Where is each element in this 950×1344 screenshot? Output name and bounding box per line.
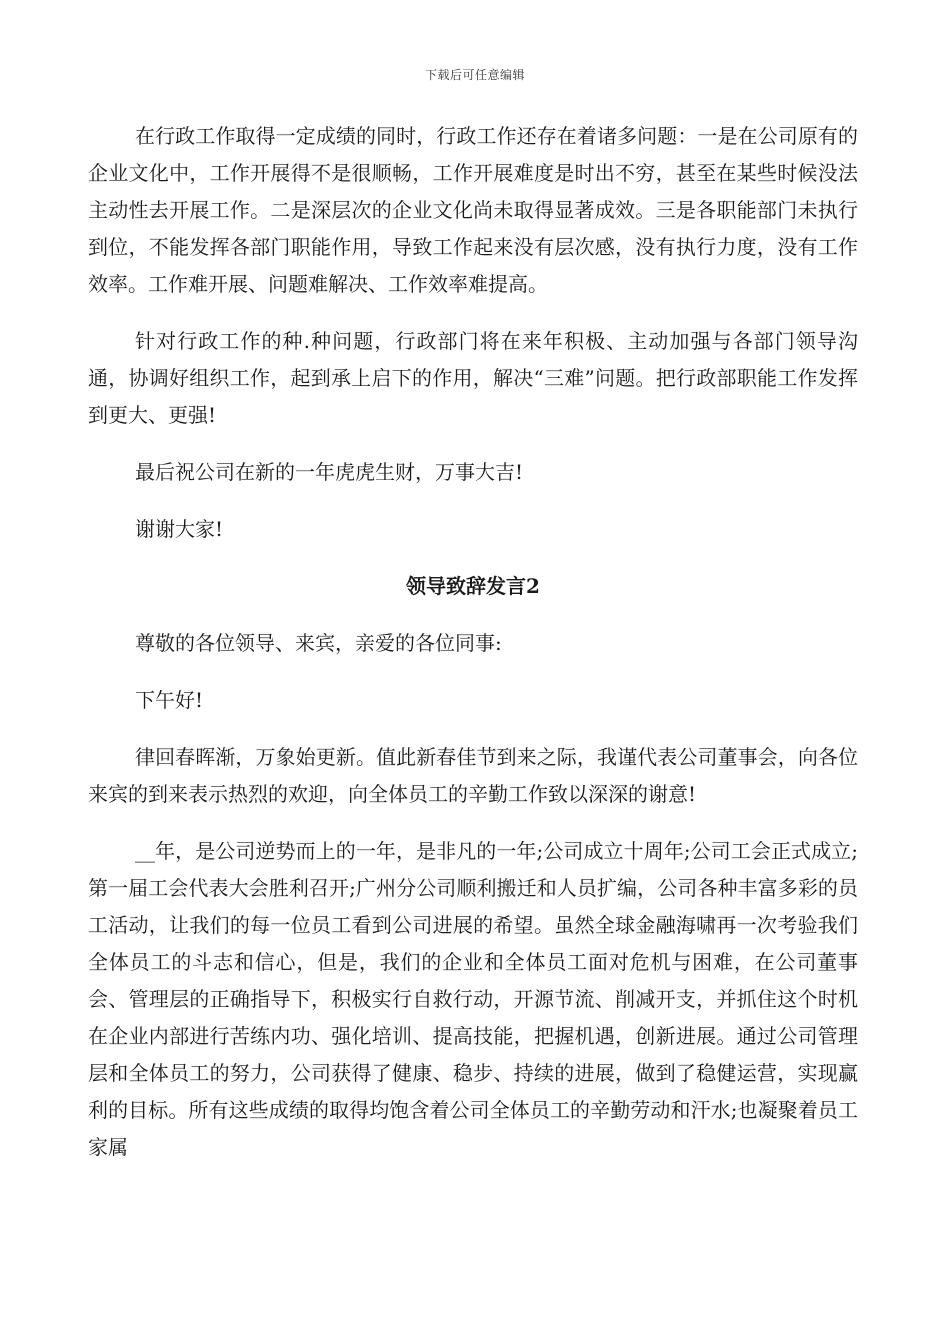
- paragraph-wishes: 最后祝公司在新的一年虎虎生财，万事大吉!: [135, 460, 524, 484]
- paragraph-new-year: 律回春晖渐，万象始更新。值此新春佳节到来之际，我谨代表公司董事会，向各位来宾的到来表示热烈的欢迎，向全体员工的辛勤工作致以深深的谢意!: [88, 745, 858, 806]
- paragraph-year-review: __年，是公司逆势而上的一年，是非凡的一年;公司成立十周年;公司工会正式成立;第一届工会代表大会胜利召开;广州分公司顺利搬迁和人员扩编，公司各种丰富多彩的员工活动，让我们的每一位员工看到公司进展的希望。虽然全球金融海啸再一次考验我们全体员工的斗志和信心，但是，我们的企业和全体员工面对危机与困难，在公司董事会、管理层的正确指导下，积极实行自救行动，开源节流、削减开支，并抓住这个时机在企业内部进行苦练内功、强化培训、提高技能，把握机遇，创新进展。通过公司管理层和全体员工的努力，公司获得了健康、稳步、持续的进展，做到了稳健运营，实现赢利的目标。所有这些成绩的取得均饱含着公司全体员工的辛勤劳动和汗水;也凝聚着员工家属: [88, 839, 858, 1159]
- paragraph-problems: 在行政工作取得一定成绩的同时，行政工作还存在着诸多问题：一是在公司原有的企业文化中，工作开展得不是很顺畅，工作开展难度是时出不穷，甚至在某些时候没法主动性去开展工作。二是深层次的企业文化尚未取得显著成效。三是各职能部门未执行到位，不能发挥各部门职能作用，导致工作起来没有层次感，没有执行力度，没有工作效率。工作难开展、问题难解决、工作效率难提高。: [88, 124, 858, 296]
- document-body: [88, 118, 858, 1186]
- paragraph-plan: 针对行政工作的种.种问题，行政部门将在来年积极、主动加强与各部门领导沟通，协调好组织工作，起到承上启下的作用，解决“三难”问题。把行政部职能工作发挥到更大、更强!: [88, 329, 858, 427]
- paragraph-thanks: 谢谢大家!: [135, 517, 224, 541]
- section-title: 领导致辞发言2: [406, 574, 540, 598]
- paragraph-salutation: 尊敬的各位领导、来宾，亲爱的各位同事:: [135, 631, 502, 655]
- paragraph-greeting: 下午好!: [135, 688, 204, 712]
- page-header: 下载后可任意编辑: [424, 68, 525, 82]
